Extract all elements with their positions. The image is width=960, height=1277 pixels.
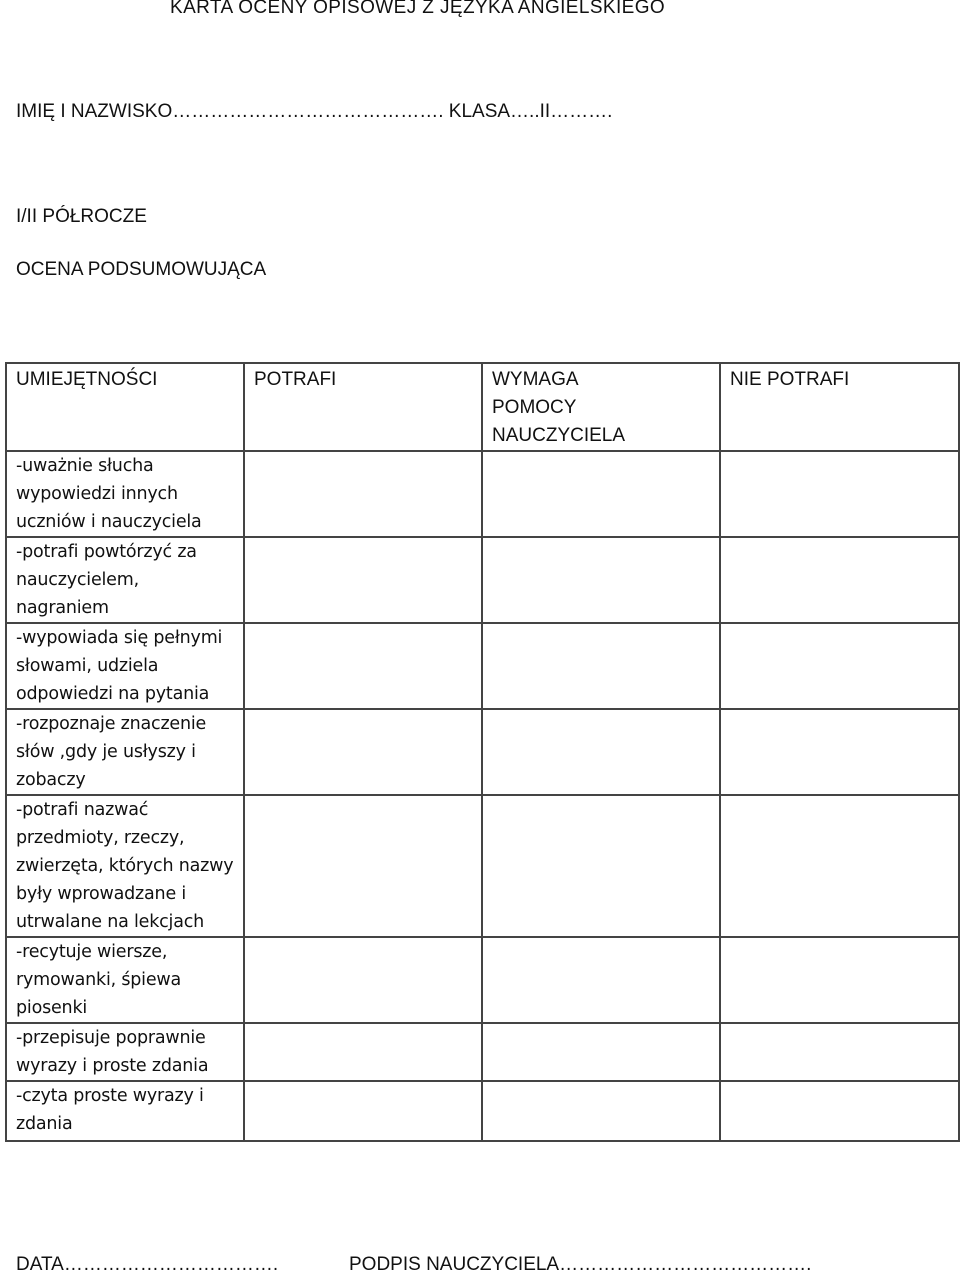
assessment-table xyxy=(5,362,960,1142)
can-cell[interactable] xyxy=(244,795,482,937)
table-header-row xyxy=(6,363,959,451)
cannot-cell[interactable] xyxy=(720,709,959,795)
needs-help-cell[interactable] xyxy=(482,537,720,623)
cannot-cell[interactable] xyxy=(720,937,959,1023)
skill-cell: -uważnie słucha wypowiedzi innych uczniów i nauczyciela xyxy=(6,451,244,537)
table-row xyxy=(6,1081,959,1141)
table-row xyxy=(6,937,959,1023)
table-row xyxy=(6,451,959,537)
can-cell[interactable] xyxy=(244,937,482,1023)
skill-cell: -recytuje wiersze, rymowanki, śpiewa piosenki xyxy=(6,937,244,1023)
needs-help-cell[interactable] xyxy=(482,623,720,709)
skill-cell: -przepisuje poprawnie wyrazy i proste zdania xyxy=(6,1023,244,1081)
skill-cell: -potrafi nazwać przedmioty, rzeczy, zwierzęta, których nazwy były wprowadzane i utrwalane na lekcjach xyxy=(6,795,244,937)
cannot-cell[interactable] xyxy=(720,537,959,623)
needs-help-cell[interactable] xyxy=(482,1023,720,1081)
needs-help-cell[interactable] xyxy=(482,709,720,795)
skill-cell: -czyta proste wyrazy i zdania xyxy=(6,1081,244,1141)
can-cell[interactable] xyxy=(244,1081,482,1141)
needs-help-cell[interactable] xyxy=(482,795,720,937)
cannot-cell[interactable] xyxy=(720,1023,959,1081)
skill-cell: -potrafi powtórzyć za nauczycielem, nagraniem xyxy=(6,537,244,623)
document-title: KARTA OCENY OPISOWEJ Z JĘZYKA ANGIELSKIEGO xyxy=(170,0,666,18)
column-header-can: POTRAFI xyxy=(244,363,482,451)
needs-help-cell[interactable] xyxy=(482,937,720,1023)
teacher-signature-line: PODPIS NAUCZYCIELA…………………………………. xyxy=(349,1254,812,1275)
cannot-cell[interactable] xyxy=(720,1081,959,1141)
can-cell[interactable] xyxy=(244,1023,482,1081)
column-header-needs-help: WYMAGA POMOCY NAUCZYCIELA xyxy=(482,363,720,451)
can-cell[interactable] xyxy=(244,709,482,795)
can-cell[interactable] xyxy=(244,537,482,623)
table-row xyxy=(6,709,959,795)
can-cell[interactable] xyxy=(244,451,482,537)
date-line: DATA……………………………. xyxy=(16,1254,279,1275)
column-header-skills: UMIEJĘTNOŚCI xyxy=(6,363,244,451)
table-row xyxy=(6,623,959,709)
cannot-cell[interactable] xyxy=(720,451,959,537)
cannot-cell[interactable] xyxy=(720,623,959,709)
summary-assessment-label: OCENA PODSUMOWUJĄCA xyxy=(16,259,267,280)
skill-cell: -wypowiada się pełnymi słowami, udziela odpowiedzi na pytania xyxy=(6,623,244,709)
can-cell[interactable] xyxy=(244,623,482,709)
table-row xyxy=(6,537,959,623)
table-row xyxy=(6,795,959,937)
skill-cell: -rozpoznaje znaczenie słów ,gdy je usłyszy i zobaczy xyxy=(6,709,244,795)
needs-help-cell[interactable] xyxy=(482,1081,720,1141)
table-row xyxy=(6,1023,959,1081)
student-name-class-line: IMIĘ I NAZWISKO……………………………………. KLASA…..II………. xyxy=(16,101,613,122)
cannot-cell[interactable] xyxy=(720,795,959,937)
column-header-cannot: NIE POTRAFI xyxy=(720,363,959,451)
needs-help-cell[interactable] xyxy=(482,451,720,537)
semester-label: I/II PÓŁROCZE xyxy=(16,206,147,227)
